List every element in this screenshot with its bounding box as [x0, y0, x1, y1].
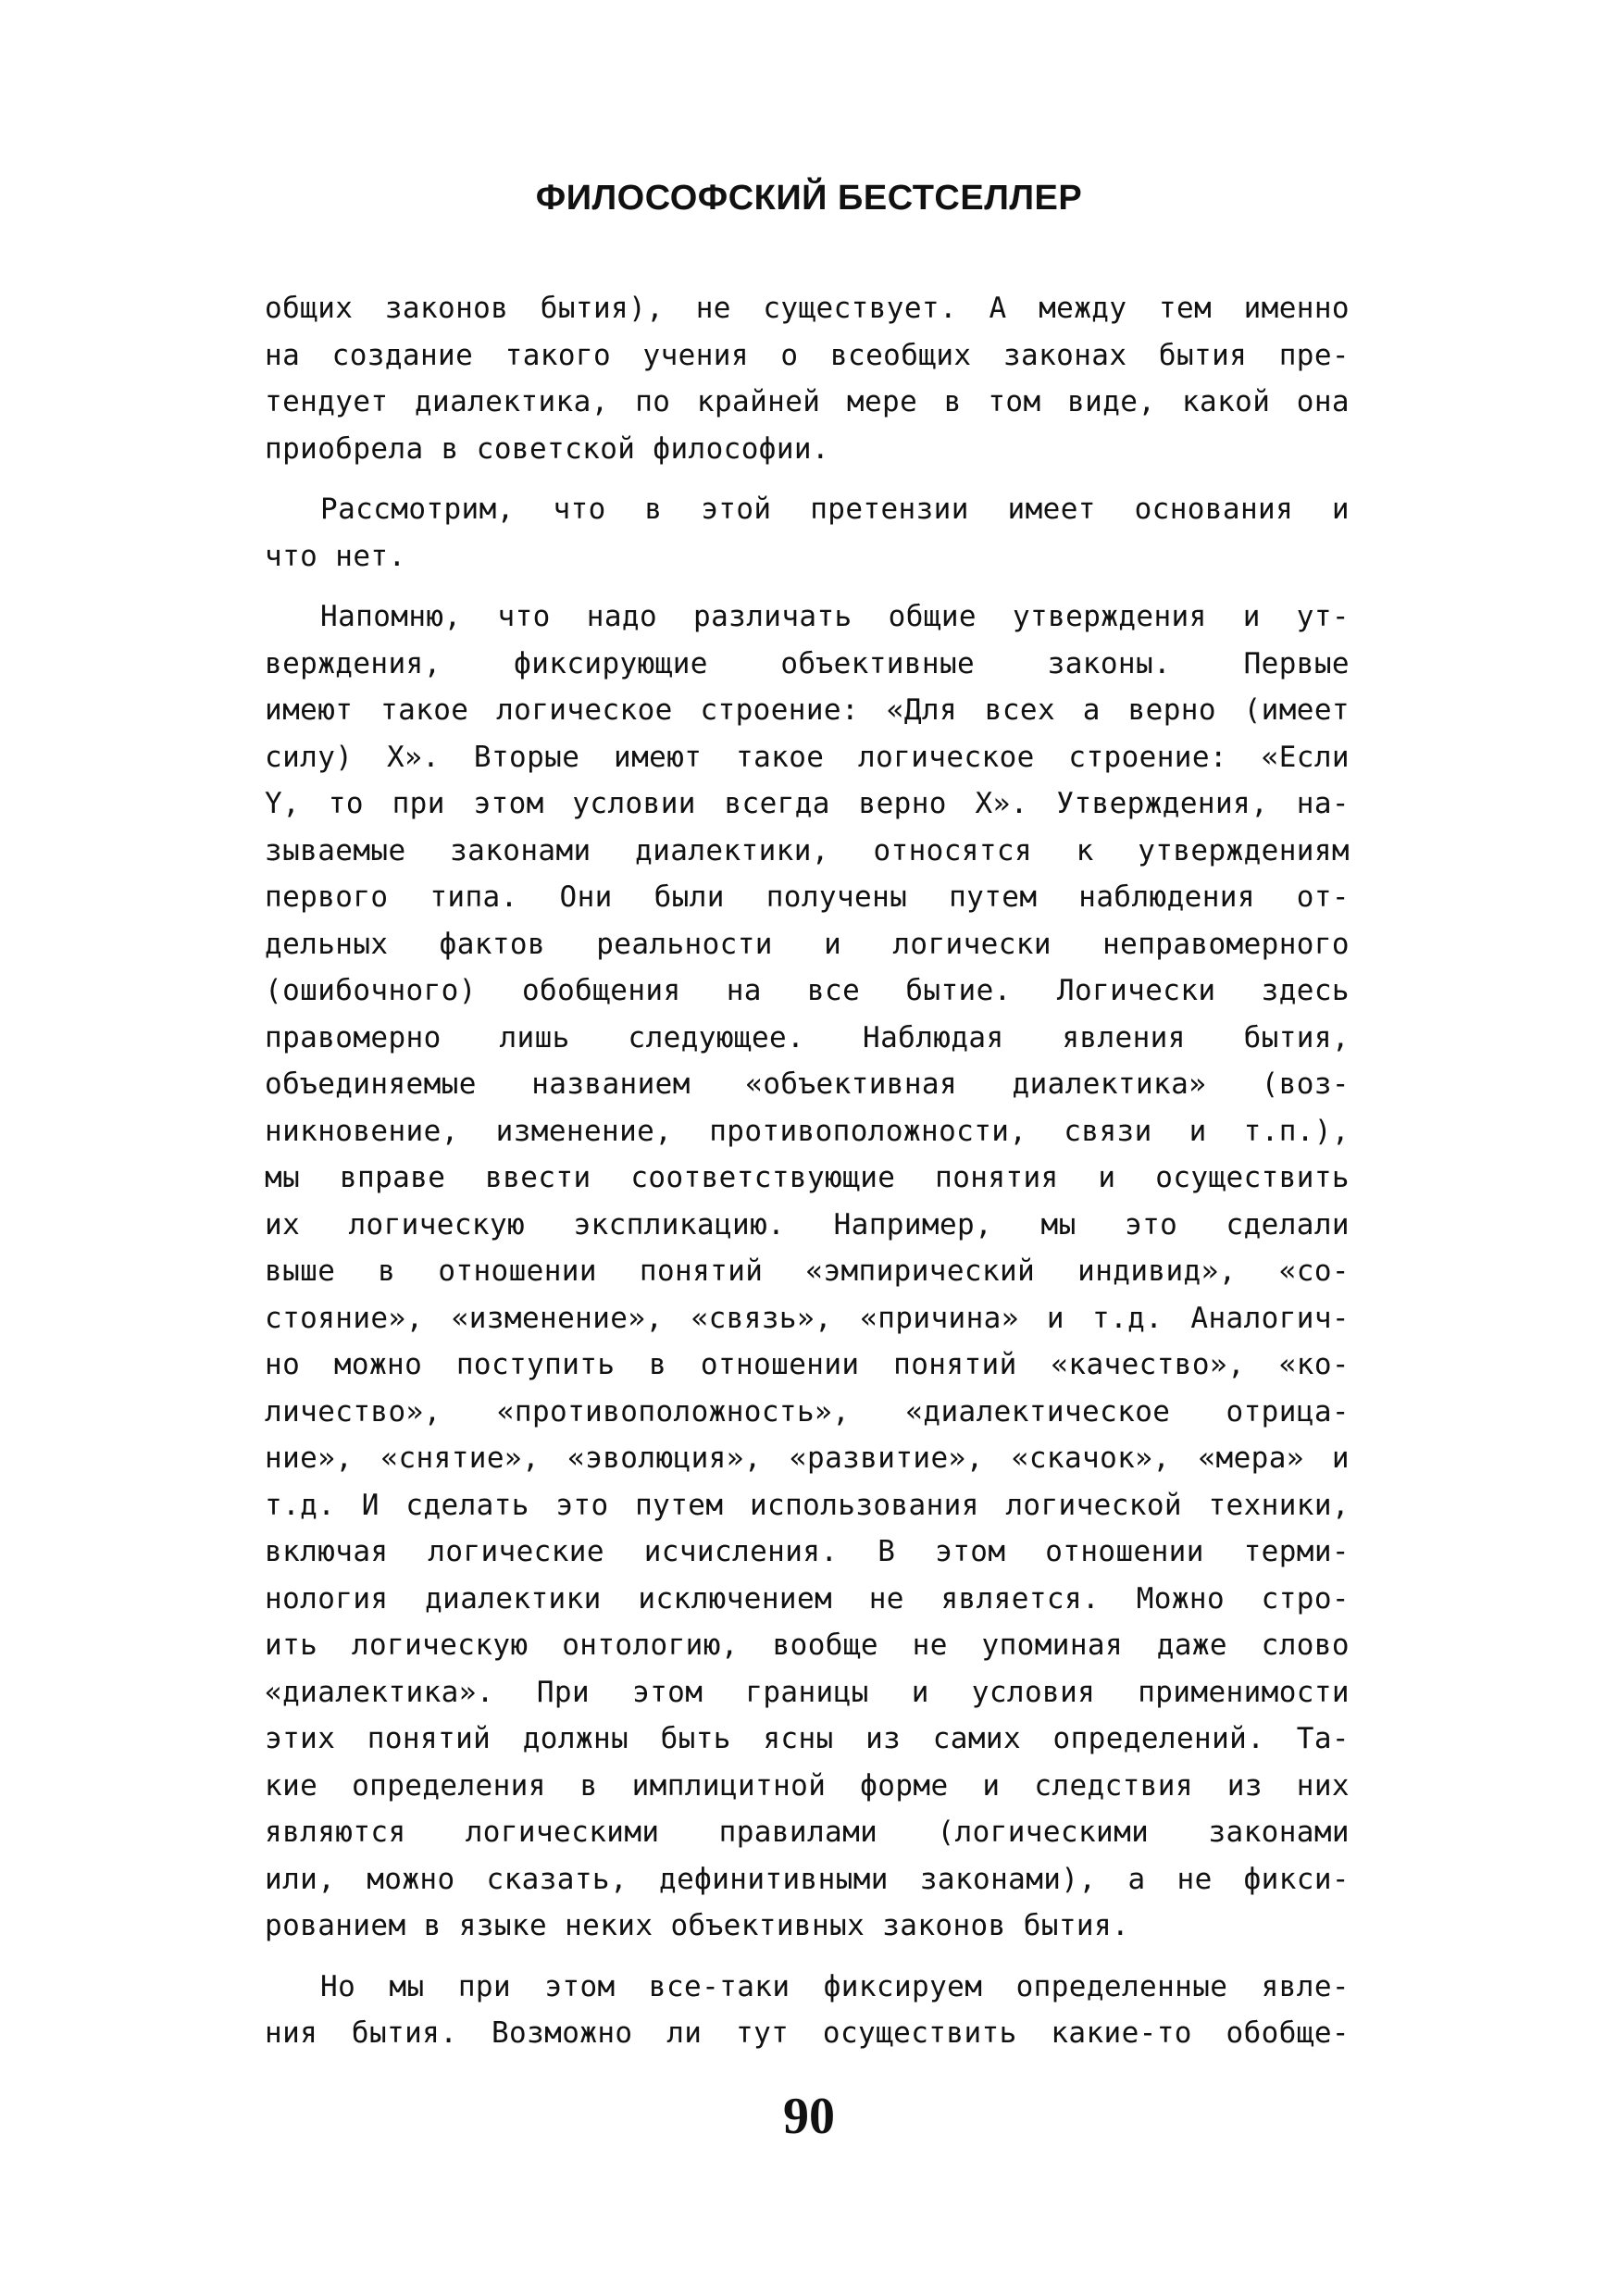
- text-line: (ошибочного) обобщения на все бытие. Логически здесь: [265, 974, 1350, 1007]
- text-line: Но мы при этом все-таки фиксируем определенные явле-: [320, 1969, 1350, 2003]
- text-line: выше в отношении понятий «эмпирический индивид», «со-: [265, 1254, 1350, 1288]
- text-line: Рассмотрим, что в этой претензии имеет основания и: [320, 493, 1350, 526]
- text-line: зываемые законами диалектики, относятся к утверждениям: [265, 833, 1350, 867]
- text-line: являются логическими правилами (логическими законами: [265, 1816, 1350, 1849]
- paragraph: [265, 593, 1350, 1950]
- text-line: их логическую экспликацию. Например, мы это сделали: [265, 1207, 1350, 1242]
- text-line: или, можно сказать, дефинитивными законами), а не фикси-: [265, 1862, 1350, 1896]
- text-line: верждения, фиксирующие объективные законы. Первые: [265, 646, 1350, 680]
- text-line: никновение, изменение, противоположности, связи и т.п.),: [265, 1114, 1350, 1148]
- text-line: первого типа. Они были получены путем наблюдения от-: [265, 880, 1350, 914]
- text-line: Y, то при этом условии всегда верно X». Утверждения, на-: [265, 787, 1350, 820]
- text-line: но можно поступить в отношении понятий «качество», «ко-: [265, 1348, 1350, 1381]
- text-line: ния бытия. Возможно ли тут осуществить какие-то обобще-: [265, 2016, 1350, 2050]
- text-line: т.д. И сделать это путем использования логической техники,: [265, 1488, 1350, 1522]
- text-line: дельных фактов реальности и логически неправомерного: [265, 927, 1350, 961]
- text-line: включая логические исчисления. В этом отношении терми-: [265, 1535, 1350, 1568]
- text-line: «диалектика». При этом границы и условия применимости: [265, 1675, 1350, 1709]
- page-number: 90: [783, 2088, 835, 2145]
- paragraph: [265, 486, 1350, 580]
- text-line: ние», «снятие», «эволюция», «развитие», «скачок», «мера» и: [265, 1441, 1350, 1475]
- paragraph: [265, 285, 1350, 472]
- text-line: тендует диалектика, по крайней мере в том виде, какой она: [265, 385, 1350, 418]
- text-line: на создание такого учения о всеобщих законах бытия пре-: [265, 338, 1350, 372]
- text-line: этих понятий должны быть ясны из самих определений. Та-: [265, 1722, 1350, 1755]
- text-line: кие определения в имплицитной форме и следствия из них: [265, 1768, 1350, 1803]
- text-line: нология диалектики исключением не является. Можно стро-: [265, 1581, 1350, 1616]
- text-line: общих законов бытия), не существует. А между тем именно: [265, 292, 1350, 325]
- text-line: мы вправе ввести соответствующие понятия и осуществить: [265, 1161, 1350, 1194]
- running-header: ФИЛОСОФСКИЙ БЕСТСЕЛЛЕР: [535, 179, 1083, 218]
- text-line: личество», «противоположность», «диалектическое отрица-: [265, 1394, 1350, 1429]
- text-line: Напомню, что надо различать общие утверждения и ут-: [320, 600, 1350, 633]
- text-line: рованием в языке неких объективных законов бытия.: [265, 1909, 1130, 1942]
- text-line: имеют такое логическое строение: «Для всех a верно (имеет: [265, 693, 1350, 727]
- text-line: объединяемые названием «объективная диалектика» (воз-: [265, 1067, 1350, 1101]
- text-line: стояние», «изменение», «связь», «причина» и т.д. Аналогич-: [265, 1301, 1350, 1335]
- text-line: приобрела в советской философии.: [265, 431, 830, 466]
- text-line: что нет.: [265, 539, 406, 573]
- paragraph: [265, 1964, 1350, 2057]
- text-line: силу) X». Вторые имеют такое логическое строение: «Если: [265, 740, 1350, 774]
- body-text: [265, 285, 1350, 2057]
- text-line: правомерно лишь следующее. Наблюдая явления бытия,: [265, 1020, 1350, 1054]
- text-line: ить логическую онтологию, вообще не упоминая даже слово: [265, 1628, 1350, 1662]
